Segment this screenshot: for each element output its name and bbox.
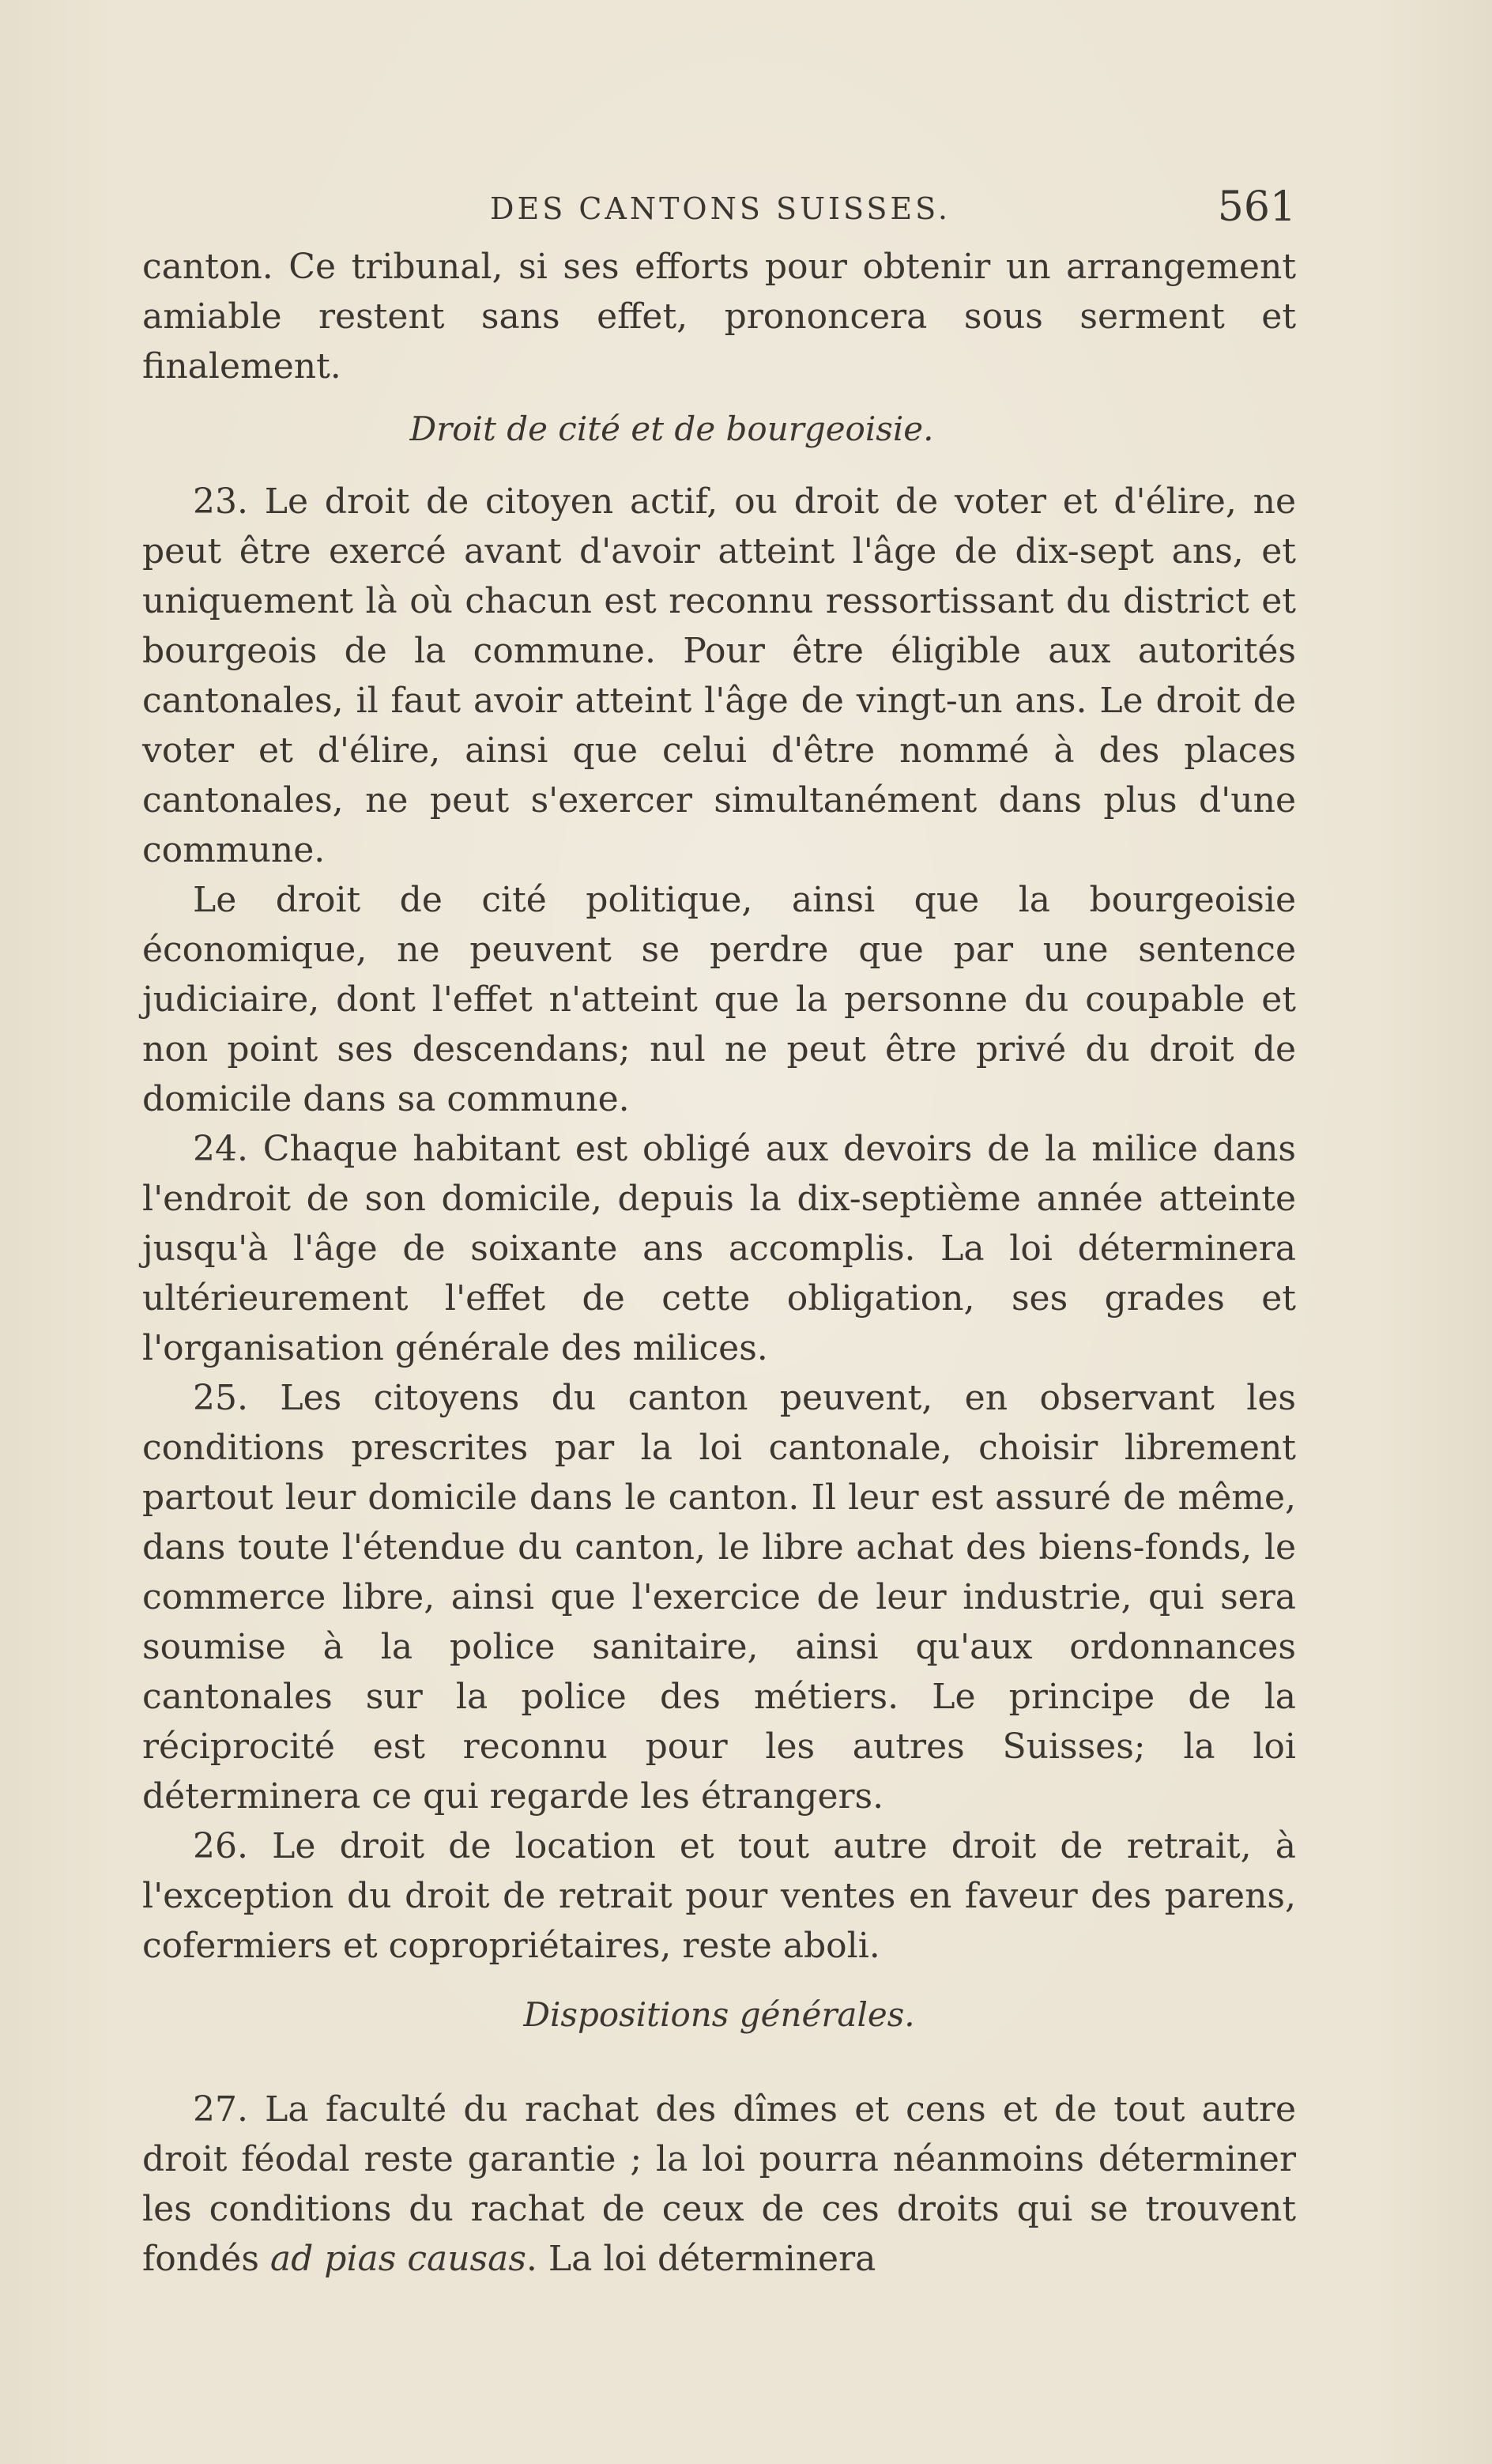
section-heading-dispositions-generales: Dispositions générales. (523, 1995, 915, 2034)
article-27-text-start: 27. La faculté du rachat des dîmes et cens et de tout autre droit féodal reste garantie ; la loi pourra néanmoins déterminer les conditions du rachat de ceux de ces droits qui se trouvent fondés (142, 2089, 1296, 2279)
article-27-paragraph (142, 2085, 1296, 2284)
continuation-paragraph: canton. Ce tribunal, si ses efforts pour obtenir un arrangement amiable restent sans effet, prononcera sous serment et finalement. (142, 247, 1296, 387)
article-25-paragraph: 25. Les citoyens du canton peuvent, en observant les conditions prescrites par la loi cantonale, choisir librement partout leur domicile dans le canton. Il leur est assuré de même, dans toute l'étendue du canton, le libre achat des biens-fonds, le commerce libre, ainsi que l'exercice de leur industrie, qui sera soumise à la police sanitaire, ainsi qu'aux ordonnances cantonales sur la police des métiers. Le principe de la réciprocité est reconnu pour les autres Suisses; la loi déterminera ce qui regarde les étrangers. (142, 1378, 1296, 1817)
article-26-paragraph: 26. Le droit de location et tout autre droit de retrait, à l'exception du droit de retrait pour ventes en faveur des parens, cofermiers et copropriétaires, reste aboli. (142, 1826, 1296, 1966)
article-27-latin-phrase: ad pias causas (269, 2239, 526, 2279)
article-27-text-end: . La loi déterminera (526, 2239, 876, 2279)
running-head (142, 183, 1296, 239)
page-number: 561 (1217, 183, 1296, 231)
article-23-second-paragraph: Le droit de cité politique, ainsi que la bourgeoisie économique, ne peuvent se perdre que par une sentence judiciaire, dont l'effet n'atteint que la personne du coupable et non point ses descendans; nul ne peut être privé du droit de domicile dans sa commune. (142, 880, 1296, 1119)
page-text-block (142, 183, 1296, 2284)
running-head-title: DES CANTONS SUISSES. (490, 191, 951, 226)
article-23-paragraph: 23. Le droit de citoyen actif, ou droit de voter et d'élire, ne peut être exercé avant d'avoir atteint l'âge de dix-sept ans, et uniquement là où chacun est reconnu ressortissant du district et bourgeois de la commune. Pour être éligible aux autorités cantonales, il faut avoir atteint l'âge de vingt-un ans. Le droit de voter et d'élire, ainsi que celui d'être nommé à des places cantonales, ne peut s'exercer simultanément dans plus d'une commune. (142, 481, 1296, 870)
section-heading-droit-de-cite: Droit de cité et de bourgeoisie. (409, 409, 934, 448)
article-24-paragraph: 24. Chaque habitant est obligé aux devoirs de la milice dans l'endroit de son domicile, depuis la dix-septième année atteinte jusqu'à l'âge de soixante ans accomplis. La loi déterminera ultérieurement l'effet de cette obligation, ses grades et l'organisation générale des milices. (142, 1129, 1296, 1368)
